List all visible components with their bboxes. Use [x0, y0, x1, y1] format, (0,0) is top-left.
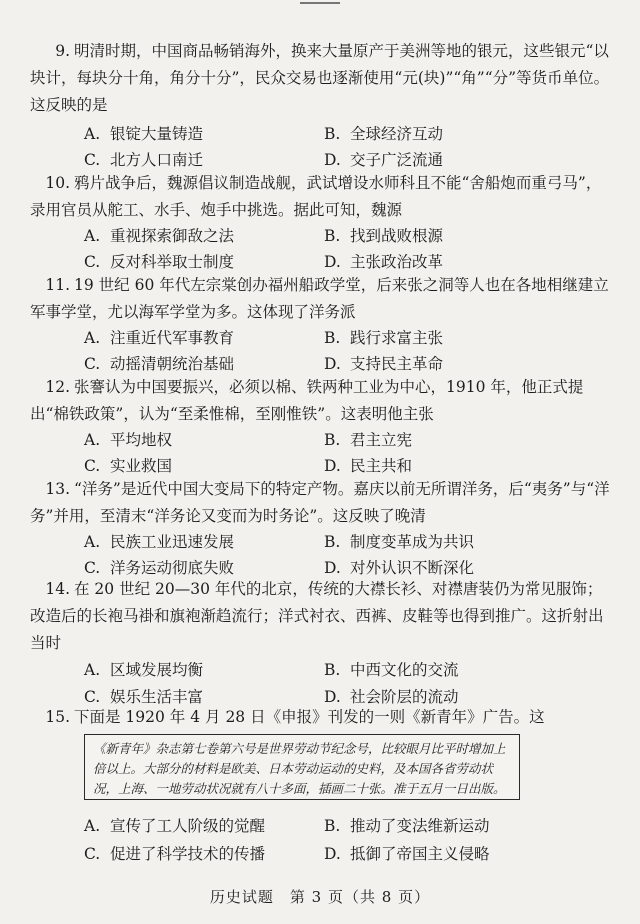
- option-d[interactable]: D. 抵御了帝国主义侵略: [324, 845, 490, 863]
- question-9: [30, 38, 616, 119]
- question-number: 13.: [45, 480, 70, 498]
- question-stem: 张謇认为中国要振兴，必须以棉、铁两种工业为中心，1910 年，他正式提出“棉铁政策”，认为“至柔惟棉，至刚惟铁”。这表明他主张: [30, 378, 584, 423]
- question-15: [30, 704, 616, 731]
- question-stem: 鸦片战争后，魏源倡议制造战舰，武试增设水师科且不能“舍船炮而重弓马”，录用官员从舵工、水手、炮手中挑选。据此可知，魏源: [30, 174, 602, 219]
- option-b[interactable]: B. 中西文化的交流: [324, 661, 459, 679]
- option-a[interactable]: A. 银锭大量铸造: [84, 125, 204, 143]
- option-b[interactable]: B. 找到战败根源: [324, 227, 444, 245]
- question-stem: 19 世纪 60 年代左宗棠创办福州船政学堂，后来张之洞等人也在各地相继建立军事学堂，尤以海军学堂为多。这体现了洋务派: [30, 276, 609, 321]
- option-c[interactable]: C. 促进了科学技术的传播: [84, 845, 266, 863]
- question-11: [30, 272, 616, 326]
- option-d[interactable]: D. 社会阶层的流动: [324, 688, 459, 706]
- option-b[interactable]: B. 全球经济互动: [324, 125, 444, 143]
- option-c[interactable]: C. 动摇清朝统治基础: [84, 355, 235, 373]
- question-stem: 在 20 世纪 20—30 年代的北京，传统的大襟长衫、对襟唐装仍为常见服饰；改造后的长袍马褂和旗袍渐趋流行；洋式衬衣、西裤、皮鞋等也得到推广。这折射出当时: [30, 580, 604, 652]
- question-stem: “洋务”是近代中国大变局下的特定产物。嘉庆以前无所谓洋务，后“夷务”与“洋务”并用，至清末“洋务论又变而为时务论”。这反映了晚清: [30, 480, 610, 525]
- option-a[interactable]: A. 宣传了工人阶级的觉醒: [84, 817, 266, 835]
- question-stem: 下面是 1920 年 4 月 28 日《申报》刊发的一则《新青年》广告。这: [74, 708, 545, 726]
- option-c[interactable]: C. 娱乐生活丰富: [84, 688, 204, 706]
- option-b[interactable]: B. 君主立宪: [324, 431, 413, 449]
- question-13: [30, 476, 616, 530]
- option-a[interactable]: A. 注重近代军事教育: [84, 329, 235, 347]
- question-10: [30, 170, 616, 224]
- question-number: 15.: [45, 708, 70, 726]
- option-d[interactable]: D. 主张政治改革: [324, 253, 444, 271]
- option-b[interactable]: B. 践行求富主张: [324, 329, 444, 347]
- option-a[interactable]: A. 区域发展均衡: [84, 661, 204, 679]
- option-b[interactable]: B. 制度变革成为共识: [324, 533, 475, 551]
- ad-text: 《新青年》杂志第七卷第六号是世界劳动节纪念号，比较眼月比平时增加上倍以上。大部分的材料是欧美、日本劳动运动的史料，及本国各省劳动状况，上海、一地劳动状况就有八十多面，插画二十张。准于五月一日出版。: [93, 741, 506, 796]
- question-number: 9.: [55, 42, 70, 60]
- option-a[interactable]: A. 平均地权: [84, 431, 173, 449]
- option-d[interactable]: D. 支持民主革命: [324, 355, 444, 373]
- question-number: 12.: [45, 378, 70, 396]
- option-b[interactable]: B. 推动了变法维新运动: [324, 817, 490, 835]
- top-mark: [300, 2, 340, 4]
- option-d[interactable]: D. 交子广泛流通: [324, 151, 444, 169]
- question-stem: 明清时期，中国商品畅销海外，换来大量原产于美洲等地的银元，这些银元“以块计，每块分十角，角分十分”，民众交易也逐渐使用“元(块)”“角”“分”等货币单位。这反映的是: [30, 42, 610, 114]
- question-12: [30, 374, 616, 428]
- question-number: 11.: [45, 276, 70, 294]
- option-c[interactable]: C. 反对科举取士制度: [84, 253, 235, 271]
- option-d[interactable]: D. 对外认识不断深化: [324, 559, 475, 577]
- option-d[interactable]: D. 民主共和: [324, 457, 413, 475]
- option-a[interactable]: A. 民族工业迅速发展: [84, 533, 235, 551]
- option-c[interactable]: C. 洋务运动彻底失败: [84, 559, 235, 577]
- newspaper-ad-box: [84, 734, 520, 800]
- page-footer: 历史试题 第 3 页（共 8 页）: [209, 888, 431, 906]
- question-number: 14.: [45, 580, 70, 598]
- question-number: 10.: [45, 174, 70, 192]
- question-14: [30, 576, 616, 657]
- option-c[interactable]: C. 北方人口南迁: [84, 151, 204, 169]
- option-c[interactable]: C. 实业救国: [84, 457, 173, 475]
- option-a[interactable]: A. 重视探索御敌之法: [84, 227, 235, 245]
